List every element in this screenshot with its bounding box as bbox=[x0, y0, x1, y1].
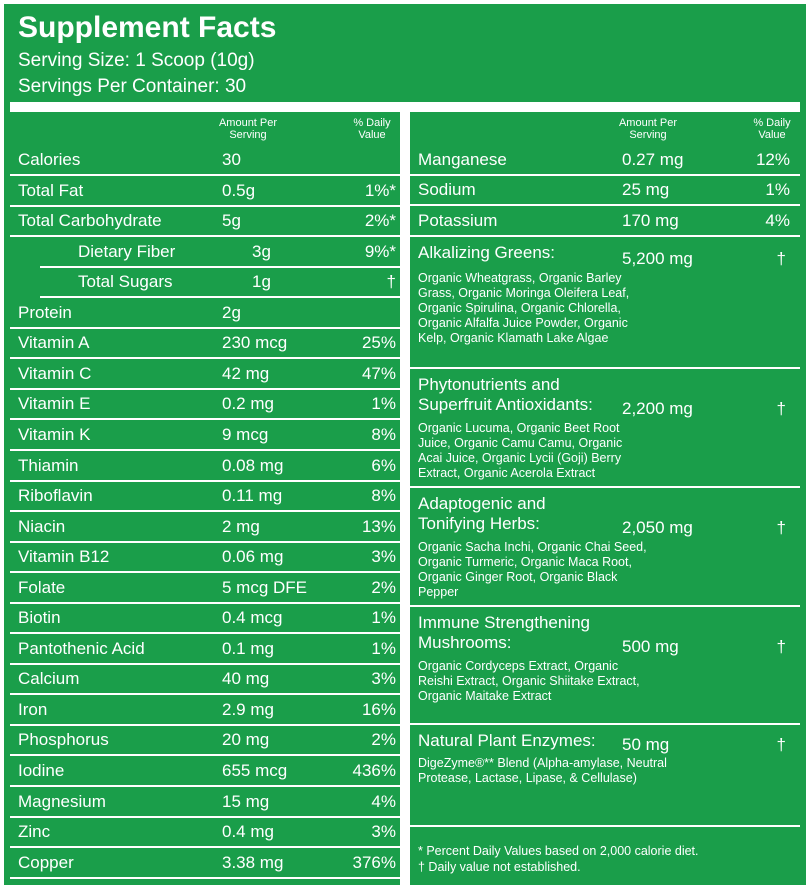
blend-section bbox=[410, 488, 800, 607]
nutrient-name: Sodium bbox=[418, 180, 476, 199]
blend-ingredients: DigeZyme®** Blend (Alpha-amylase, Neutral Protease, Lactase, Lipase, & Cellulase) bbox=[418, 756, 667, 785]
nutrient-row bbox=[10, 299, 400, 329]
nutrient-name: Riboflavin bbox=[18, 486, 93, 505]
nutrient-daily-value: 13% bbox=[361, 517, 396, 536]
nutrient-name: Vitamin E bbox=[18, 394, 91, 413]
column-divider bbox=[400, 112, 410, 886]
nutrient-name: Magnesium bbox=[18, 792, 106, 811]
serving-size: Serving Size: 1 Scoop (10g) bbox=[18, 50, 255, 71]
nutrient-row bbox=[10, 207, 400, 237]
nutrient-amount: 3.38 mg bbox=[222, 853, 284, 872]
blend-amount: 2,050 mg bbox=[622, 518, 693, 537]
nutrient-daily-value: 3% bbox=[371, 547, 396, 566]
nutrient-daily-value: 12% bbox=[755, 150, 790, 169]
nutrient-daily-value: 1% bbox=[371, 394, 396, 413]
blend-amount: 50 mg bbox=[622, 735, 670, 754]
nutrient-name: Zinc bbox=[18, 822, 51, 841]
nutrient-daily-value: 1%* bbox=[364, 181, 396, 200]
nutrient-name: Calories bbox=[18, 150, 81, 169]
nutrient-amount: 30 bbox=[222, 150, 241, 169]
nutrient-daily-value: 4% bbox=[765, 211, 790, 230]
nutrient-daily-value: 16% bbox=[361, 700, 396, 719]
nutrient-row bbox=[10, 452, 400, 482]
nutrient-row bbox=[10, 665, 400, 695]
nutrient-name: Total Carbohydrate bbox=[18, 211, 162, 230]
nutrient-amount: 0.5g bbox=[222, 181, 256, 200]
nutrient-name: Calcium bbox=[18, 669, 80, 688]
nutrient-daily-value: 3% bbox=[371, 669, 396, 688]
header-divider bbox=[10, 102, 800, 112]
left-dv-header: % Daily Value bbox=[353, 117, 391, 141]
nutrient-name: Vitamin A bbox=[18, 333, 90, 352]
footnote-daily-value: * Percent Daily Values based on 2,000 calorie diet. bbox=[418, 844, 699, 858]
nutrient-row bbox=[10, 604, 400, 634]
nutrient-name: Folate bbox=[18, 578, 66, 597]
nutrient-row bbox=[10, 513, 400, 543]
nutrient-daily-value: 2%* bbox=[364, 211, 396, 230]
nutrient-daily-value: 47% bbox=[361, 364, 396, 383]
nutrient-daily-value: 1% bbox=[765, 180, 790, 199]
nutrient-amount: 655 mcg bbox=[222, 761, 288, 780]
nutrient-amount: 2.9 mg bbox=[222, 700, 274, 719]
nutrient-daily-value: 436% bbox=[352, 761, 396, 780]
blend-name: Natural Plant Enzymes: bbox=[418, 731, 596, 750]
nutrient-row bbox=[10, 482, 400, 512]
nutrient-daily-value: 3% bbox=[371, 822, 396, 841]
nutrient-name: Iron bbox=[18, 700, 48, 719]
blend-name: Adaptogenic and Tonifying Herbs: bbox=[418, 494, 546, 533]
nutrient-name: Pantothenic Acid bbox=[18, 639, 145, 658]
nutrient-daily-value: 1% bbox=[371, 639, 396, 658]
nutrient-amount: 2 mg bbox=[222, 517, 260, 536]
nutrient-row bbox=[10, 818, 400, 848]
nutrient-row bbox=[10, 635, 400, 665]
nutrient-amount: 3g bbox=[252, 242, 271, 261]
nutrient-amount: 25 mg bbox=[622, 180, 670, 199]
nutrient-name: Total Sugars bbox=[78, 272, 173, 291]
nutrient-row bbox=[10, 390, 400, 420]
nutrient-amount: 230 mcg bbox=[222, 333, 288, 352]
nutrient-name: Niacin bbox=[18, 517, 66, 536]
nutrient-name: Manganese bbox=[418, 150, 507, 169]
blend-section bbox=[410, 237, 800, 369]
nutrient-daily-value: 8% bbox=[371, 486, 396, 505]
nutrient-row bbox=[10, 146, 400, 176]
nutrient-name: Biotin bbox=[18, 608, 61, 627]
nutrient-name: Iodine bbox=[18, 761, 65, 780]
nutrient-row bbox=[10, 726, 400, 756]
nutrient-amount: 0.4 mcg bbox=[222, 608, 283, 627]
nutrient-row bbox=[10, 788, 400, 818]
nutrient-amount: 0.08 mg bbox=[222, 456, 284, 475]
nutrient-amount: 9 mcg bbox=[222, 425, 269, 444]
blend-amount: 5,200 mg bbox=[622, 249, 693, 268]
blend-name: Immune Strengthening Mushrooms: bbox=[418, 613, 590, 652]
nutrient-amount: 1g bbox=[252, 272, 271, 291]
nutrient-row bbox=[10, 360, 400, 390]
blend-daily-value: † bbox=[776, 735, 786, 754]
nutrient-row bbox=[40, 268, 400, 298]
nutrient-amount: 0.11 mg bbox=[222, 486, 283, 505]
nutrient-row bbox=[10, 177, 400, 207]
nutrient-name: Vitamin B12 bbox=[18, 547, 110, 566]
blend-ingredients: Organic Lucuma, Organic Beet Root Juice, Organic Camu Camu, Organic Acai Juice, Organic Lycii (Goji) Berry Extract, Organic Acerola Extract bbox=[418, 421, 623, 480]
nutrient-daily-value: 8% bbox=[371, 425, 396, 444]
nutrient-daily-value: 2% bbox=[371, 578, 396, 597]
blend-section bbox=[410, 725, 800, 827]
right-amount-header: Amount Per Serving bbox=[618, 117, 678, 141]
nutrient-name: Copper bbox=[18, 853, 74, 872]
nutrient-daily-value: 4% bbox=[371, 792, 396, 811]
nutrient-daily-value: 6% bbox=[371, 456, 396, 475]
nutrient-amount: 42 mg bbox=[222, 364, 270, 383]
nutrient-name: Protein bbox=[18, 303, 72, 322]
nutrient-amount: 0.27 mg bbox=[622, 150, 684, 169]
footnote-dagger: † Daily value not established. bbox=[418, 860, 581, 874]
blend-ingredients: Organic Cordyceps Extract, Organic Reishi Extract, Organic Shiitake Extract, Organic Maitake Extract bbox=[418, 659, 640, 703]
nutrient-name: Total Fat bbox=[18, 181, 84, 200]
blend-daily-value: † bbox=[776, 637, 786, 656]
nutrient-amount: 0.06 mg bbox=[222, 547, 284, 566]
nutrient-daily-value: 9%* bbox=[364, 242, 396, 261]
nutrient-name: Vitamin K bbox=[18, 425, 91, 444]
nutrient-row bbox=[10, 543, 400, 573]
blend-daily-value: † bbox=[776, 399, 786, 418]
nutrient-amount: 5g bbox=[222, 211, 241, 230]
blend-section bbox=[410, 607, 800, 725]
nutrient-row bbox=[410, 207, 800, 237]
panel-title: Supplement Facts bbox=[18, 11, 277, 44]
right-dv-header: % Daily Value bbox=[753, 117, 791, 141]
nutrient-row bbox=[40, 238, 400, 268]
nutrient-row bbox=[10, 329, 400, 359]
blend-daily-value: † bbox=[776, 249, 786, 268]
blend-name: Alkalizing Greens: bbox=[418, 243, 556, 262]
nutrient-daily-value: 25% bbox=[361, 333, 396, 352]
blend-name: Phytonutrients and Superfruit Antioxidants: bbox=[418, 375, 593, 414]
blend-ingredients: Organic Sacha Inchi, Organic Chai Seed, Organic Turmeric, Organic Maca Root, Organic Ginger Root, Organic Black Pepper bbox=[418, 540, 647, 599]
nutrient-name: Dietary Fiber bbox=[78, 242, 176, 261]
nutrient-amount: 40 mg bbox=[222, 669, 270, 688]
nutrient-row bbox=[10, 849, 400, 879]
nutrient-row bbox=[10, 574, 400, 604]
nutrient-name: Vitamin C bbox=[18, 364, 92, 383]
blend-section bbox=[410, 369, 800, 488]
nutrient-name: Phosphorus bbox=[18, 730, 109, 749]
nutrient-amount: 5 mcg DFE bbox=[222, 578, 308, 597]
nutrient-daily-value: 376% bbox=[352, 853, 396, 872]
nutrient-amount: 0.4 mg bbox=[222, 822, 274, 841]
nutrient-amount: 20 mg bbox=[222, 730, 270, 749]
nutrient-daily-value: † bbox=[386, 272, 396, 291]
blend-ingredients: Organic Wheatgrass, Organic Barley Grass, Organic Moringa Oleifera Leaf, Organic Spirulina, Organic Chlorella, Organic Alfalfa Juice Powder, Organic Kelp, Organic Klamath Lake Algae bbox=[418, 271, 630, 345]
left-amount-header: Amount Per Serving bbox=[218, 117, 278, 141]
nutrient-name: Thiamin bbox=[18, 456, 79, 475]
nutrient-amount: 0.2 mg bbox=[222, 394, 274, 413]
nutrient-row bbox=[10, 757, 400, 787]
servings-per-container: Servings Per Container: 30 bbox=[18, 76, 247, 97]
nutrient-row bbox=[410, 176, 800, 206]
nutrient-name: Potassium bbox=[418, 211, 498, 230]
nutrient-row bbox=[410, 146, 800, 176]
nutrient-amount: 2g bbox=[222, 303, 241, 322]
blend-amount: 2,200 mg bbox=[622, 399, 693, 418]
nutrient-amount: 15 mg bbox=[222, 792, 270, 811]
nutrient-daily-value: 1% bbox=[371, 608, 396, 627]
nutrient-row bbox=[10, 421, 400, 451]
nutrient-amount: 0.1 mg bbox=[222, 639, 274, 658]
blend-daily-value: † bbox=[776, 518, 786, 537]
nutrient-daily-value: 2% bbox=[371, 730, 396, 749]
nutrient-row bbox=[10, 696, 400, 726]
blend-amount: 500 mg bbox=[622, 637, 679, 656]
nutrient-amount: 170 mg bbox=[622, 211, 679, 230]
